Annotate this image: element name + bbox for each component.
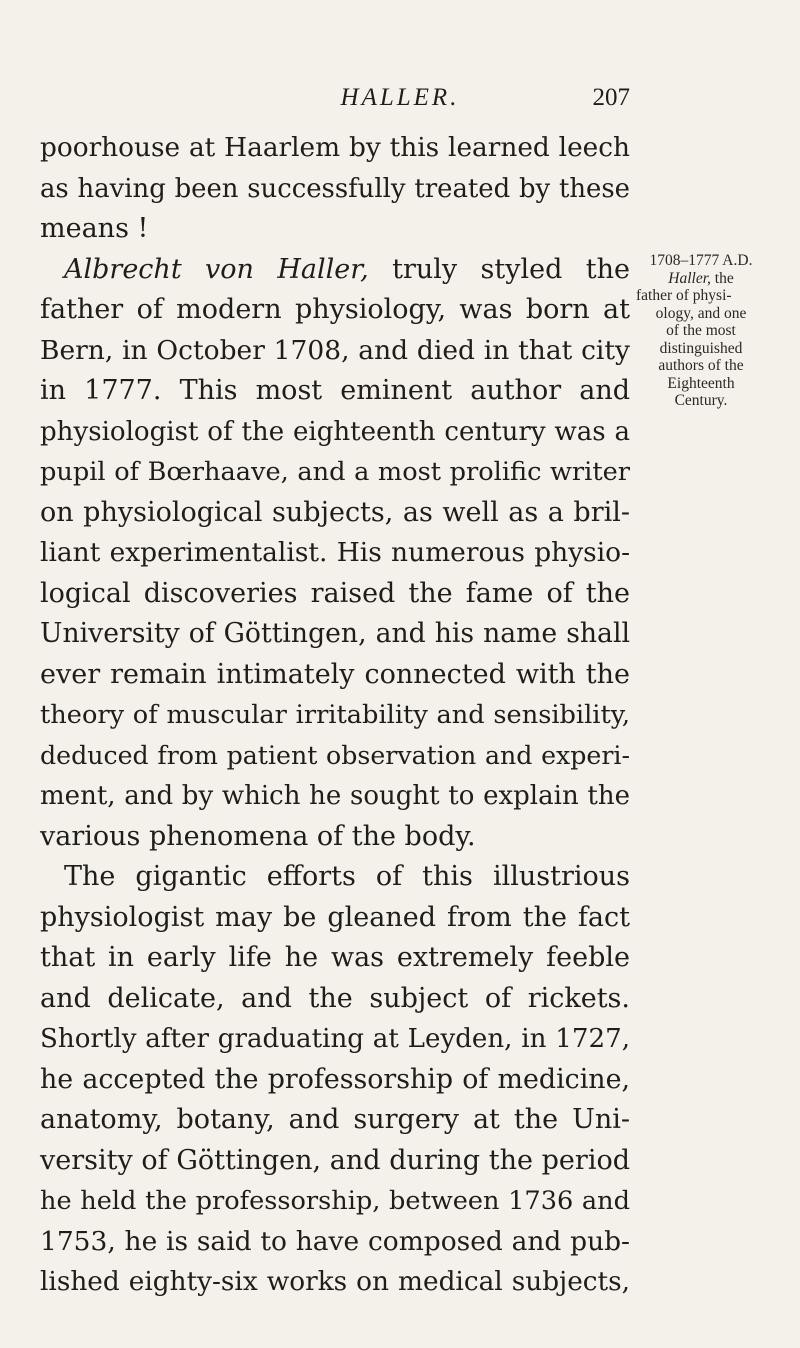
text-line: poorhouse at Haarlem by this learned leech	[40, 133, 630, 163]
text-line: means !	[40, 213, 149, 244]
text-line: lished eighty-six works on medical subjects,	[40, 1267, 630, 1297]
text-line: physiologist may be gleaned from the fact	[40, 901, 630, 933]
margin-note-line: distinguished	[659, 339, 743, 357]
margin-note-line: of the most	[666, 322, 736, 339]
margin-note	[636, 252, 766, 410]
margin-note-name-rest: the	[710, 269, 734, 287]
margin-note-line: father of physi-	[636, 287, 732, 304]
text-line: deduced from patient observation and experi-	[40, 740, 630, 770]
text-line: ever remain intimately connected with the	[40, 658, 630, 690]
text-line: anatomy, botany, and surgery at the Uni-	[40, 1104, 630, 1135]
text-line: logical discoveries raised the fame of the	[40, 577, 630, 609]
text-line-haller	[40, 250, 630, 291]
margin-note-line: Eighteenth	[667, 374, 735, 392]
text-line: in 1777. This most eminent author and	[40, 375, 630, 406]
text-line: he held the professorship, between 1736 and	[40, 1186, 630, 1216]
text-line: physiologist of the eighteenth century was a	[40, 416, 630, 447]
text-line: he accepted the professorship of medicine,	[40, 1063, 630, 1095]
running-head-title: HALLER.	[340, 84, 460, 111]
text-line: and delicate, and the subject of rickets.	[40, 982, 630, 1014]
text-line: University of Göttingen, and his name shall	[40, 618, 630, 649]
text-line: father of modern physiology, was born at	[40, 294, 630, 325]
text-line: Bern, in October 1708, and died in that city	[40, 334, 630, 366]
haller-line-rest: truly styled the	[368, 253, 630, 285]
text-line: The gigantic efforts of this illustrious	[64, 861, 630, 892]
text-line: theory of muscular irritability and sensibility,	[40, 700, 630, 730]
text-line: pupil of Bœrhaave, and a most prolific writer	[40, 457, 630, 487]
margin-note-dates: 1708–1777 A.D.	[649, 252, 753, 269]
text-line: liant experimentalist. His numerous physio-	[40, 537, 630, 568]
running-head	[0, 78, 800, 118]
text-line: 1753, he is said to have composed and pub-	[40, 1225, 630, 1257]
body-text	[40, 128, 630, 1303]
margin-note-name-line	[636, 270, 766, 288]
text-line: ment, and by which he sought to explain the	[40, 781, 630, 811]
text-line: versity of Göttingen, and during the period	[40, 1144, 630, 1176]
text-line: as having been successfully treated by these	[40, 173, 630, 204]
text-line: on physiological subjects, as well as a bril-	[40, 496, 630, 528]
margin-note-line: ology, and one	[655, 304, 747, 322]
text-line: various phenomena of the body.	[40, 820, 476, 852]
text-line: that in early life he was extremely feeble	[40, 942, 630, 973]
margin-note-line: authors of the	[658, 357, 744, 374]
page-number: 207	[592, 84, 630, 111]
text-line: Shortly after graduating at Leyden, in 1727,	[40, 1024, 630, 1054]
margin-note-line: Century.	[674, 392, 728, 409]
haller-name: Albrecht von Haller,	[64, 253, 369, 285]
margin-note-name: Haller,	[668, 269, 711, 287]
